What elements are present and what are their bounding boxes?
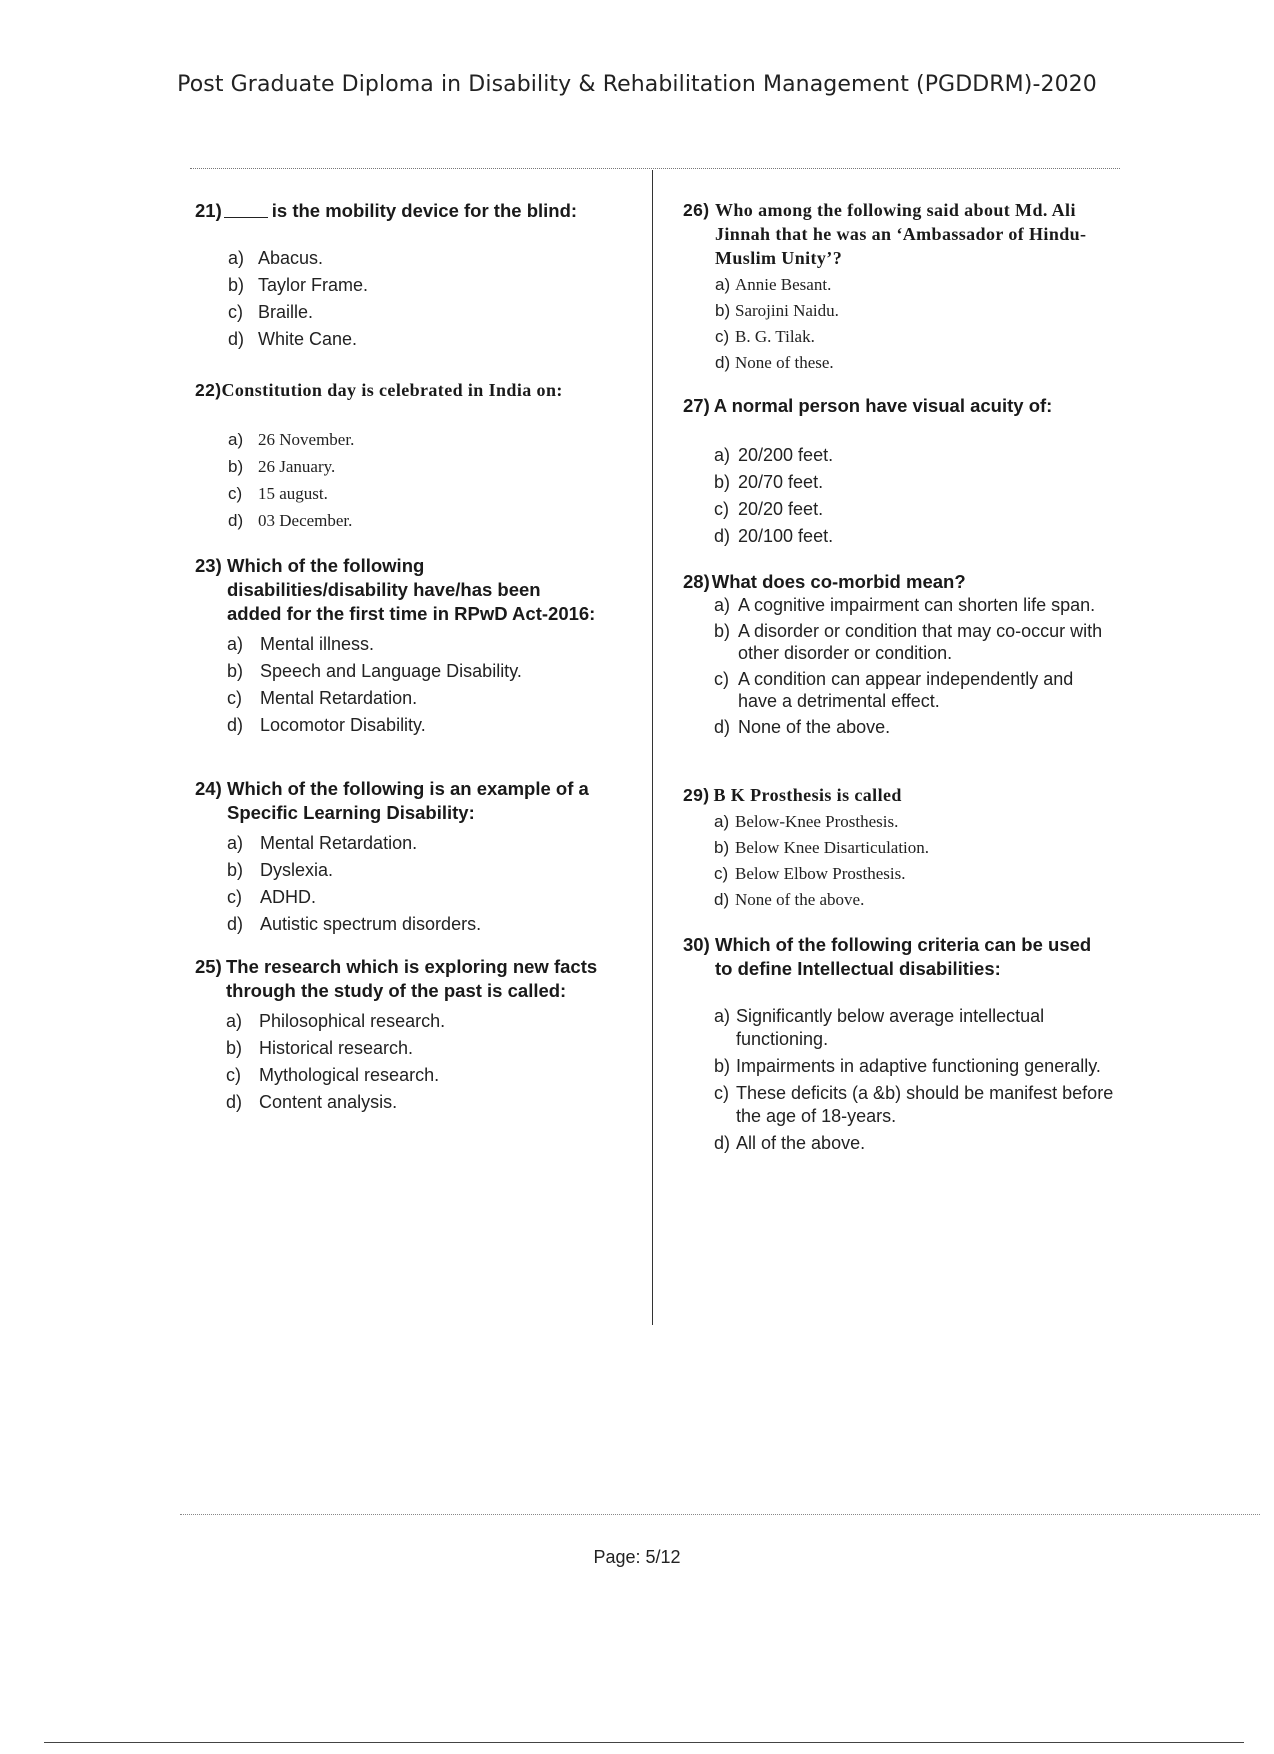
option-text: Mental illness. bbox=[260, 634, 375, 654]
question-number: 23) bbox=[195, 555, 222, 576]
options-list bbox=[227, 830, 635, 938]
question-22 bbox=[195, 378, 635, 534]
option-a bbox=[227, 830, 635, 857]
question-text: Constitution day is celebrated in India on: bbox=[221, 380, 563, 400]
option-letter: d) bbox=[714, 890, 730, 909]
question-25-stem bbox=[195, 955, 635, 1003]
footer-divider bbox=[180, 1514, 1260, 1515]
question-text: Which of the following is an example of a Specific Learning Disability: bbox=[227, 778, 589, 823]
option-a bbox=[714, 442, 1123, 469]
option-letter: a) bbox=[228, 248, 245, 268]
option-letter: d) bbox=[714, 526, 731, 546]
option-text: Below-Knee Prosthesis. bbox=[735, 812, 899, 831]
option-letter: c) bbox=[714, 1083, 729, 1103]
option-letter: b) bbox=[228, 457, 244, 476]
option-letter: b) bbox=[714, 1056, 731, 1076]
option-b bbox=[714, 620, 1123, 664]
question-30 bbox=[683, 933, 1123, 1155]
option-letter: b) bbox=[227, 860, 244, 880]
option-letter: a) bbox=[714, 595, 731, 615]
option-d bbox=[228, 507, 635, 534]
page-header-title: Post Graduate Diploma in Disability & Rehabilitation Management (PGDDRM)-2020 bbox=[177, 72, 1097, 97]
option-d bbox=[227, 911, 635, 938]
option-letter: d) bbox=[227, 914, 244, 934]
question-number: 25) bbox=[195, 956, 222, 977]
question-29 bbox=[683, 783, 1123, 913]
question-number: 28) bbox=[683, 571, 710, 592]
option-text: 15 august. bbox=[258, 484, 328, 503]
option-b bbox=[228, 272, 635, 299]
option-c bbox=[714, 496, 1123, 523]
option-text: 20/100 feet. bbox=[738, 526, 834, 546]
column-divider bbox=[652, 170, 653, 1325]
option-b bbox=[227, 857, 635, 884]
option-b bbox=[227, 658, 615, 685]
question-28 bbox=[683, 570, 1123, 738]
option-letter: c) bbox=[227, 887, 242, 907]
options-list bbox=[228, 245, 635, 353]
option-a bbox=[226, 1008, 635, 1035]
question-text: Who among the following said about Md. Ali Jinnah that he was an ‘Ambassador of Hindu- Muslim Unity’? bbox=[715, 200, 1087, 268]
option-text: Autistic spectrum disorders. bbox=[260, 914, 482, 934]
option-text: White Cane. bbox=[258, 329, 358, 349]
option-a bbox=[714, 809, 1123, 835]
option-letter: d) bbox=[714, 717, 731, 737]
option-c bbox=[226, 1062, 635, 1089]
options-list bbox=[715, 272, 1123, 376]
option-text: 03 December. bbox=[258, 511, 353, 530]
option-letter: a) bbox=[714, 1006, 731, 1026]
option-letter: d) bbox=[714, 1133, 731, 1153]
options-list bbox=[714, 809, 1123, 913]
option-letter: b) bbox=[714, 838, 730, 857]
question-29-stem bbox=[683, 783, 1123, 807]
option-text: Content analysis. bbox=[259, 1092, 398, 1112]
option-letter: a) bbox=[226, 1011, 243, 1031]
options-list bbox=[714, 594, 1123, 738]
option-text: A cognitive impairment can shorten life span. bbox=[738, 595, 1096, 615]
page-number: Page: 5/12 bbox=[593, 1547, 681, 1567]
question-25 bbox=[195, 955, 635, 1116]
option-letter: a) bbox=[714, 445, 731, 465]
option-letter: c) bbox=[715, 327, 730, 346]
question-28-stem bbox=[683, 570, 1123, 594]
option-text: All of the above. bbox=[736, 1133, 866, 1153]
question-26 bbox=[683, 198, 1123, 376]
option-letter: a) bbox=[715, 275, 731, 294]
question-number: 22) bbox=[195, 380, 222, 400]
option-letter: b) bbox=[714, 472, 731, 492]
option-text: 26 January. bbox=[258, 457, 336, 476]
option-letter: a) bbox=[228, 430, 244, 449]
question-24-stem bbox=[195, 777, 635, 825]
option-text: None of the above. bbox=[735, 890, 865, 909]
option-letter: c) bbox=[227, 688, 242, 708]
option-text: Below Elbow Prosthesis. bbox=[735, 864, 906, 883]
option-text: 26 November. bbox=[258, 430, 355, 449]
option-d bbox=[226, 1089, 635, 1116]
option-a bbox=[714, 1005, 1123, 1051]
options-list bbox=[227, 631, 615, 739]
question-number: 27) bbox=[683, 395, 710, 416]
question-text: What does co-morbid mean? bbox=[711, 571, 966, 592]
option-text: Braille. bbox=[258, 302, 314, 322]
question-24 bbox=[195, 777, 635, 938]
option-c bbox=[228, 480, 635, 507]
question-text: The research which is exploring new facts through the study of the past is called: bbox=[226, 956, 598, 1001]
option-b bbox=[228, 453, 635, 480]
option-letter: d) bbox=[228, 511, 244, 530]
options-list bbox=[714, 1005, 1123, 1155]
question-22-stem bbox=[195, 378, 635, 402]
option-letter: a) bbox=[227, 634, 244, 654]
options-list bbox=[228, 426, 635, 534]
option-a bbox=[228, 426, 635, 453]
option-letter: b) bbox=[715, 301, 731, 320]
question-number: 26) bbox=[683, 200, 710, 220]
question-number: 29) bbox=[683, 785, 710, 805]
option-text: A condition can appear independently and have a detrimental effect. bbox=[738, 669, 1074, 711]
question-text: B K Prosthesis is called bbox=[713, 785, 902, 805]
option-text: Locomotor Disability. bbox=[260, 715, 426, 735]
options-list bbox=[226, 1008, 635, 1116]
option-letter: b) bbox=[226, 1038, 243, 1058]
option-text: 20/200 feet. bbox=[738, 445, 834, 465]
option-c bbox=[227, 884, 635, 911]
option-letter: d) bbox=[715, 353, 731, 372]
option-text: Abacus. bbox=[258, 248, 324, 268]
option-d bbox=[714, 523, 1123, 550]
option-a bbox=[228, 245, 635, 272]
option-letter: a) bbox=[714, 812, 730, 831]
question-text: Which of the following criteria can be used to define Intellectual disabilities: bbox=[715, 934, 1092, 979]
option-b bbox=[714, 469, 1123, 496]
option-a bbox=[227, 631, 615, 658]
option-d bbox=[714, 887, 1123, 913]
option-letter: b) bbox=[714, 621, 731, 641]
option-text: 20/20 feet. bbox=[738, 499, 824, 519]
options-list bbox=[714, 442, 1123, 550]
option-c bbox=[715, 324, 1123, 350]
question-27 bbox=[683, 394, 1123, 550]
option-text: Mythological research. bbox=[259, 1065, 440, 1085]
option-b bbox=[226, 1035, 635, 1062]
option-letter: c) bbox=[226, 1065, 241, 1085]
option-letter: c) bbox=[228, 302, 243, 322]
option-text: A disorder or condition that may co-occur with other disorder or condition. bbox=[738, 621, 1103, 663]
option-c bbox=[228, 299, 635, 326]
question-21 bbox=[195, 199, 635, 353]
question-number: 30) bbox=[683, 934, 710, 955]
option-text: B. G. Tilak. bbox=[735, 327, 815, 346]
option-letter: d) bbox=[228, 329, 245, 349]
option-text: Significantly below average intellectual functioning. bbox=[736, 1006, 1045, 1049]
option-b bbox=[715, 298, 1123, 324]
question-text: is the mobility device for the blind: bbox=[271, 200, 578, 221]
question-number: 21) bbox=[195, 200, 222, 221]
option-letter: c) bbox=[714, 669, 729, 689]
question-23 bbox=[195, 554, 615, 739]
option-letter: c) bbox=[714, 864, 729, 883]
option-letter: c) bbox=[228, 484, 243, 503]
option-a bbox=[715, 272, 1123, 298]
option-d bbox=[227, 712, 615, 739]
option-b bbox=[714, 1055, 1123, 1078]
option-c bbox=[714, 1082, 1123, 1128]
option-c bbox=[227, 685, 615, 712]
option-text: Taylor Frame. bbox=[258, 275, 369, 295]
option-a bbox=[714, 594, 1123, 616]
option-text: ADHD. bbox=[260, 887, 317, 907]
question-27-stem bbox=[683, 394, 1123, 418]
option-d bbox=[715, 350, 1123, 376]
option-text: 20/70 feet. bbox=[738, 472, 824, 492]
option-letter: b) bbox=[228, 275, 245, 295]
answer-blank bbox=[224, 199, 268, 218]
question-26-stem bbox=[683, 198, 1123, 270]
option-text: Mental Retardation. bbox=[260, 833, 418, 853]
option-text: Impairments in adaptive functioning generally. bbox=[736, 1056, 1101, 1076]
option-c bbox=[714, 668, 1123, 712]
option-text: None of the above. bbox=[738, 717, 891, 737]
question-23-stem bbox=[195, 554, 615, 626]
option-text: Dyslexia. bbox=[260, 860, 334, 880]
question-21-stem bbox=[195, 199, 635, 223]
option-d bbox=[228, 326, 635, 353]
option-text: Philosophical research. bbox=[259, 1011, 446, 1031]
question-number: 24) bbox=[195, 778, 222, 799]
option-text: Annie Besant. bbox=[735, 275, 832, 294]
option-letter: c) bbox=[714, 499, 729, 519]
option-text: Mental Retardation. bbox=[260, 688, 418, 708]
header-divider bbox=[190, 168, 1120, 169]
option-text: Historical research. bbox=[259, 1038, 414, 1058]
option-b bbox=[714, 835, 1123, 861]
question-text: A normal person have visual acuity of: bbox=[713, 395, 1053, 416]
option-letter: d) bbox=[226, 1092, 243, 1112]
option-letter: a) bbox=[227, 833, 244, 853]
option-d bbox=[714, 1132, 1123, 1155]
option-text: None of these. bbox=[735, 353, 834, 372]
question-text: Which of the following disabilities/disability have/has been added for the first time in RPwD Act-2016: bbox=[227, 555, 596, 624]
option-text: Below Knee Disarticulation. bbox=[735, 838, 930, 857]
option-letter: b) bbox=[227, 661, 244, 681]
bottom-edge-rule bbox=[44, 1742, 1244, 1743]
option-c bbox=[714, 861, 1123, 887]
option-text: Sarojini Naidu. bbox=[735, 301, 839, 320]
option-text: Speech and Language Disability. bbox=[260, 661, 522, 681]
option-text: These deficits (a &b) should be manifest before the age of 18-years. bbox=[736, 1083, 1114, 1126]
question-30-stem bbox=[683, 933, 1123, 981]
option-d bbox=[714, 716, 1123, 738]
option-letter: d) bbox=[227, 715, 244, 735]
